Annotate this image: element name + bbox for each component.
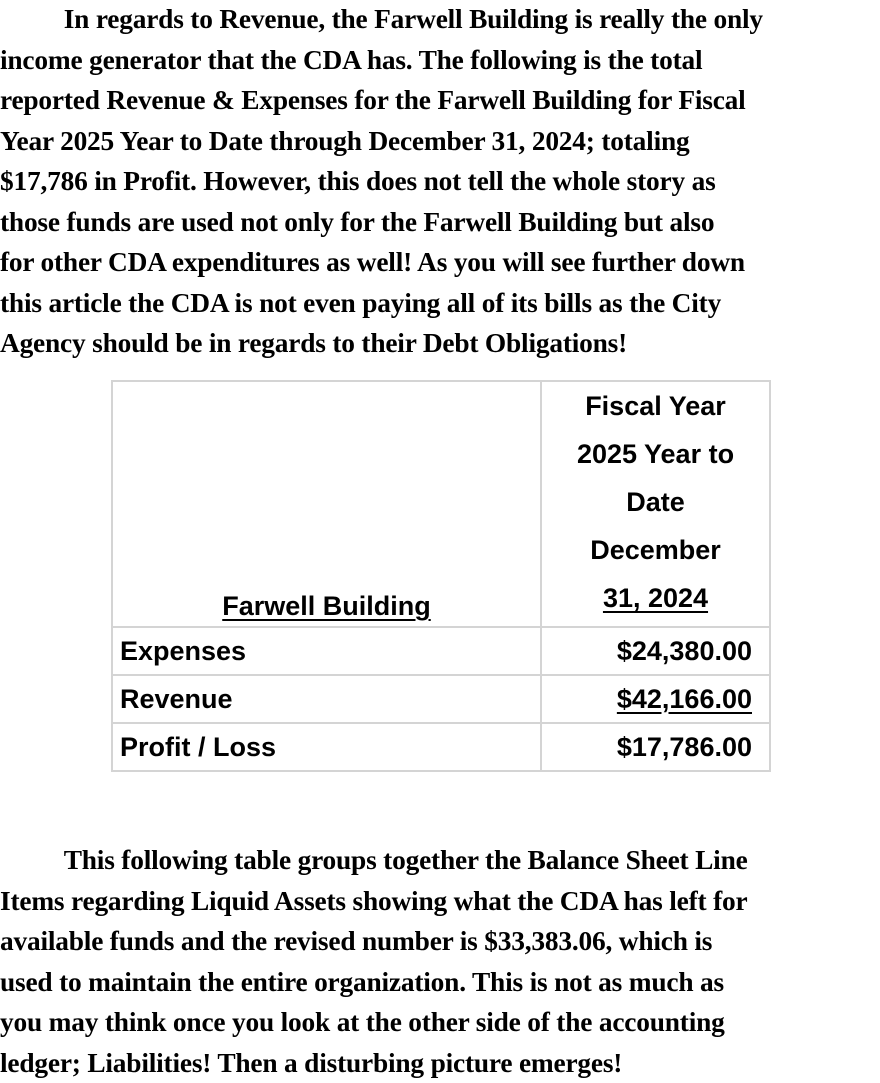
row-value-profit-loss: $17,786.00 — [541, 723, 770, 771]
header-value-line: Date — [542, 478, 769, 526]
row-label-revenue: Revenue — [112, 675, 541, 723]
row-label-expenses: Expenses — [112, 627, 541, 675]
paragraph-line: ledger; Liabilities! Then a disturbing picture emerges! — [0, 1043, 876, 1083]
paragraph-line: used to maintain the entire organization. This is not as much as — [0, 962, 876, 1003]
header-label: Farwell Building — [222, 591, 431, 621]
header-label-cell — [112, 381, 541, 627]
row-value-revenue-cell — [541, 675, 770, 723]
liquid-assets-paragraph — [0, 840, 880, 1083]
paragraph-line: this article the CDA is not even paying all of its bills as the City — [0, 283, 876, 324]
row-value-revenue: $42,166.00 — [617, 684, 752, 714]
paragraph-line: reported Revenue & Expenses for the Farwell Building for Fiscal — [0, 80, 876, 121]
header-value-line: 2025 Year to — [542, 430, 769, 478]
paragraph-line: available funds and the revised number is $33,383.06, which is — [0, 921, 876, 962]
header-value-line: Fiscal Year — [542, 382, 769, 430]
intro-paragraph — [0, 0, 880, 364]
paragraph-line: $17,786 in Profit. However, this does not tell the whole story as — [0, 161, 876, 202]
table-header-row — [112, 381, 770, 627]
paragraph-line: This following table groups together the Balance Sheet Line — [0, 840, 876, 881]
row-value-expenses: $24,380.00 — [541, 627, 770, 675]
paragraph-line: for other CDA expenditures as well! As you will see further down — [0, 242, 876, 283]
header-value-line: December — [542, 526, 769, 574]
table-row — [112, 675, 770, 723]
table-row — [112, 627, 770, 675]
paragraph-line: Agency should be in regards to their Debt Obligations! — [0, 323, 876, 364]
paragraph-line: Items regarding Liquid Assets showing what the CDA has left for — [0, 881, 876, 922]
paragraph-line: Year 2025 Year to Date through December 31, 2024; totaling — [0, 121, 876, 162]
row-label-profit-loss: Profit / Loss — [112, 723, 541, 771]
farwell-financial-table — [111, 380, 771, 772]
header-date: 31, 2024 — [603, 583, 708, 613]
header-value-cell — [541, 381, 770, 627]
paragraph-line: those funds are used not only for the Farwell Building but also — [0, 202, 876, 243]
paragraph-line: you may think once you look at the other side of the accounting — [0, 1002, 876, 1043]
paragraph-line: In regards to Revenue, the Farwell Building is really the only — [0, 0, 876, 40]
paragraph-line: income generator that the CDA has. The following is the total — [0, 40, 876, 81]
header-value-line — [542, 574, 769, 622]
table-row — [112, 723, 770, 771]
